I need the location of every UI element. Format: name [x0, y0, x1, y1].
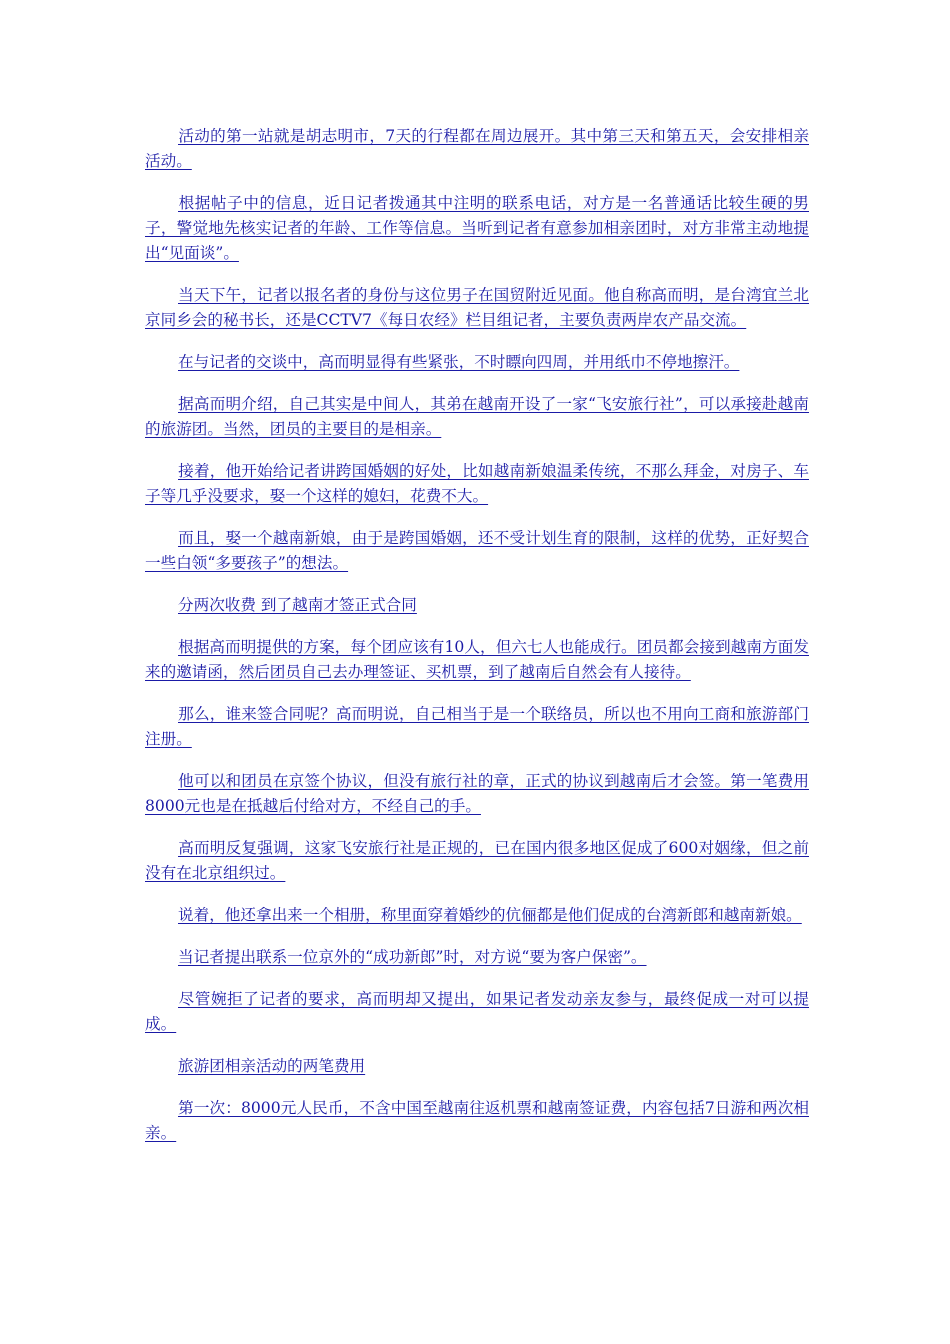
paragraph[interactable]	[145, 350, 809, 375]
paragraph[interactable]	[145, 769, 809, 819]
paragraph-text: 那么，谁来签合同呢？高而明说，自己相当于是一个联络员，所以也不用向工商和旅游部门注册。	[145, 705, 809, 748]
paragraph[interactable]	[145, 1096, 809, 1146]
paragraph[interactable]	[145, 392, 809, 442]
paragraph-text: 据高而明介绍，自己其实是中间人，其弟在越南开设了一家“飞安旅行社”，可以承接赴越南的旅游团。当然，团员的主要目的是相亲。	[145, 395, 809, 438]
paragraph-text: 说着，他还拿出来一个相册，称里面穿着婚纱的伉俪都是他们促成的台湾新郎和越南新娘。	[178, 906, 802, 924]
article-body	[145, 124, 809, 1163]
paragraph-text: 他可以和团员在京签个协议，但没有旅行社的章，正式的协议到越南后才会签。第一笔费用8000元也是在抵越后付给对方，不经自己的手。	[145, 772, 809, 815]
section-heading[interactable]	[145, 1054, 809, 1079]
paragraph[interactable]	[145, 124, 809, 174]
paragraph[interactable]	[145, 635, 809, 685]
section-heading[interactable]	[145, 593, 809, 618]
paragraph-text: 活动的第一站就是胡志明市，7天的行程都在周边展开。其中第三天和第五天，会安排相亲活动。	[145, 127, 809, 170]
paragraph-text: 而且，娶一个越南新娘，由于是跨国婚姻，还不受计划生育的限制，这样的优势，正好契合一些白领“多要孩子”的想法。	[145, 529, 809, 572]
section-heading-text: 旅游团相亲活动的两笔费用	[178, 1057, 366, 1075]
paragraph-text: 在与记者的交谈中，高而明显得有些紧张，不时瞟向四周，并用纸巾不停地擦汗。	[178, 353, 740, 371]
paragraph-text: 当天下午，记者以报名者的身份与这位男子在国贸附近见面。他自称高而明，是台湾宜兰北京同乡会的秘书长，还是CCTV7《每日农经》栏目组记者，主要负责两岸农产品交流。	[145, 286, 809, 329]
paragraph[interactable]	[145, 702, 809, 752]
paragraph[interactable]	[145, 283, 809, 333]
paragraph-text: 当记者提出联系一位京外的“成功新郎”时，对方说“要为客户保密”。	[178, 948, 647, 966]
paragraph-text: 接着，他开始给记者讲跨国婚姻的好处，比如越南新娘温柔传统，不那么拜金，对房子、车子等几乎没要求，娶一个这样的媳妇，花费不大。	[145, 462, 809, 505]
paragraph[interactable]	[145, 945, 809, 970]
paragraph[interactable]	[145, 459, 809, 509]
paragraph[interactable]	[145, 836, 809, 886]
paragraph-text: 第一次：8000元人民币，不含中国至越南往返机票和越南签证费，内容包括7日游和两次相亲。	[145, 1099, 809, 1142]
paragraph-text: 根据帖子中的信息，近日记者拨通其中注明的联系电话，对方是一名普通话比较生硬的男子，警觉地先核实记者的年龄、工作等信息。当听到记者有意参加相亲团时，对方非常主动地提出“见面谈”。	[145, 194, 809, 262]
paragraph-text: 尽管婉拒了记者的要求，高而明却又提出，如果记者发动亲友参与，最终促成一对可以提成。	[145, 990, 809, 1033]
paragraph[interactable]	[145, 526, 809, 576]
section-heading-text: 分两次收费 到了越南才签正式合同	[178, 596, 417, 614]
paragraph-text: 高而明反复强调，这家飞安旅行社是正规的，已在国内很多地区促成了600对姻缘，但之前没有在北京组织过。	[145, 839, 809, 882]
paragraph[interactable]	[145, 987, 809, 1037]
paragraph[interactable]	[145, 903, 809, 928]
paragraph-text: 根据高而明提供的方案，每个团应该有10人，但六七人也能成行。团员都会接到越南方面发来的邀请函，然后团员自己去办理签证、买机票，到了越南后自然会有人接待。	[145, 638, 809, 681]
paragraph[interactable]	[145, 191, 809, 266]
